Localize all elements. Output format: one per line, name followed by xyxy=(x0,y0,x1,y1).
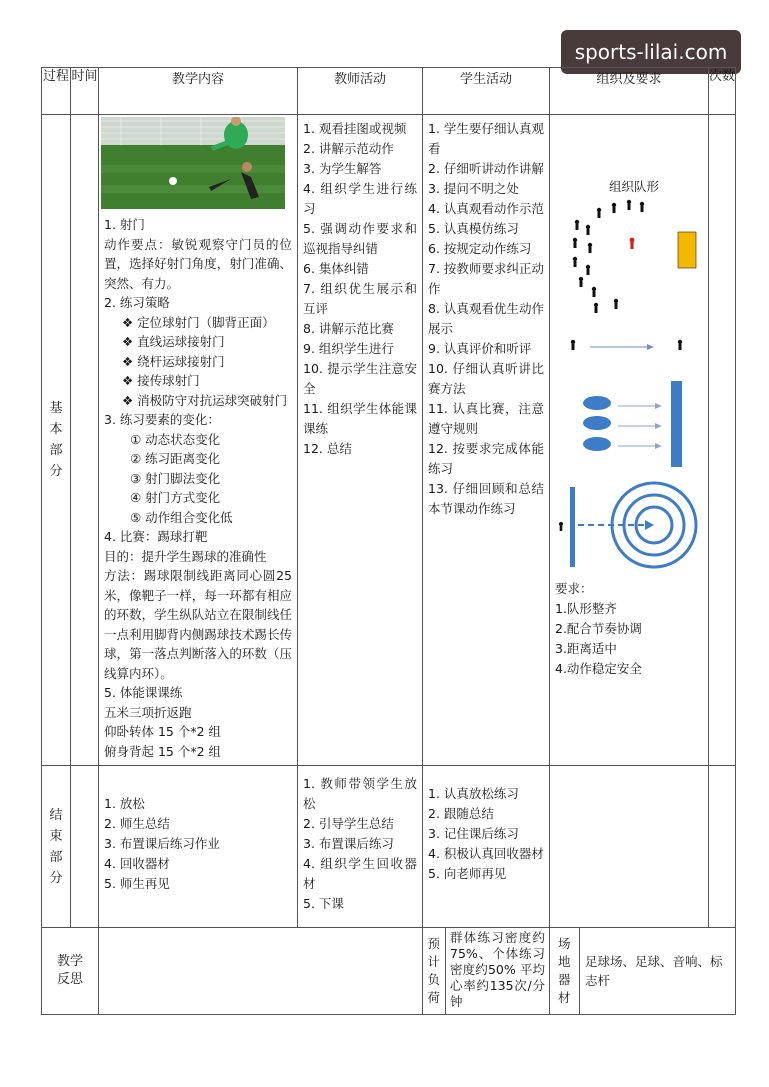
basic-label-cell xyxy=(42,115,71,766)
header-student: 学生活动 xyxy=(423,68,550,115)
content-item: 仰卧转体 15 个*2 组 xyxy=(104,724,222,739)
student-item: 2. 仔细听讲动作讲解 xyxy=(428,161,544,176)
end-student-item: 1. 认真放松练习 xyxy=(428,786,519,801)
basic-teacher-cell xyxy=(298,115,423,766)
end-time-cell xyxy=(71,766,99,928)
student-item: 12. 按要求完成体能练习 xyxy=(428,441,544,476)
header-process: 过程 xyxy=(42,68,71,115)
basic-student-cell xyxy=(423,115,550,766)
basic-teacher-list xyxy=(298,115,422,463)
student-item: 10. 仔细认真听讲比赛方法 xyxy=(428,361,544,396)
content-item: 五米三项折返跑 xyxy=(104,704,192,720)
end-content-item: 1. 放松 xyxy=(104,796,145,811)
basic-count-cell xyxy=(709,115,736,766)
student-item: 4. 认真观看动作示范 xyxy=(428,201,544,216)
content-item: 方法：踢球限制线距离同心圆25米，像靶子一样，每一环都有相应的环数，学生纵队站立在限制线任一点利用脚背内侧踢球技术踢长传球，第一落点判断落入的环数（压线算内环）。 xyxy=(104,568,292,681)
end-content-item: 5. 师生再见 xyxy=(104,876,170,891)
basic-content-list xyxy=(99,215,297,765)
content-item: 2. 练习策略 xyxy=(104,295,170,310)
reflection-label-cell xyxy=(42,928,99,1015)
end-label-cell xyxy=(42,766,71,928)
content-item: ❖ 直线运球接射门 xyxy=(122,334,225,349)
content-item: ② 练习距离变化 xyxy=(130,451,221,466)
header-count: 次数 xyxy=(709,68,736,115)
content-item: 俯身背起 15 个*2 组 xyxy=(104,743,222,759)
requirements-block xyxy=(555,579,642,679)
footer-row xyxy=(42,928,736,1015)
reflection-content-cell xyxy=(99,928,423,1015)
content-item: ❖ 绕杆运球接射门 xyxy=(122,353,225,369)
basic-label: 基本部分 xyxy=(49,401,63,479)
teacher-item: 3. 为学生解答 xyxy=(303,161,382,176)
equipment-cell xyxy=(550,928,736,1015)
student-item: 13. 仔细回顾和总结本节课动作练习 xyxy=(428,481,544,516)
teacher-item: 1. 观看挂图或视频 xyxy=(303,121,407,136)
formation-title: 组织队形 xyxy=(609,179,660,194)
teacher-item: 8. 讲解示范比赛 xyxy=(303,321,394,336)
content-item: ❖ 接传球射门 xyxy=(122,373,200,388)
student-item: 9. 认真评价和听评 xyxy=(428,341,532,356)
basic-org-cell xyxy=(550,115,709,766)
header-org: 组织及要求 xyxy=(550,68,709,115)
load-label xyxy=(423,928,446,1014)
basic-row xyxy=(42,115,736,766)
end-teacher-item: 5. 下课 xyxy=(303,896,344,911)
end-student-item: 2. 跟随总结 xyxy=(428,806,494,821)
content-item: ❖ 定位球射门（脚背正面） xyxy=(122,314,275,330)
teacher-item: 12. 总结 xyxy=(303,441,352,456)
equipment-label xyxy=(550,928,580,1014)
shooting-targets xyxy=(583,381,682,467)
dribble-line xyxy=(571,340,682,350)
formation-svg xyxy=(550,115,709,595)
header-content: 教学内容 xyxy=(99,68,298,115)
teacher-item: 2. 讲解示范动作 xyxy=(303,141,394,156)
requirement-item: 2.配合节奏协调 xyxy=(555,621,642,636)
end-content-item: 2. 师生总结 xyxy=(104,816,170,831)
load-label-text: 预计负荷 xyxy=(427,936,441,1005)
load-text: 群体练习密度约75%、个体练习密度约50% 平均心率约135次/分钟 xyxy=(450,930,545,1009)
soccer-shot-photo xyxy=(101,117,285,209)
equipment-label-text: 场地器材 xyxy=(558,936,571,1005)
end-student-item: 4. 积极认真回收器材 xyxy=(428,846,544,861)
teacher-item: 10. 提示学生注意安全 xyxy=(303,361,417,396)
student-item: 8. 认真观看优生动作展示 xyxy=(428,301,544,336)
goal-cone xyxy=(678,232,696,268)
end-teacher-item: 1. 教师带领学生放松 xyxy=(303,776,417,811)
reflection-label: 教学反思 xyxy=(56,954,83,987)
content-item: ③ 射门脚法变化 xyxy=(130,470,221,486)
content-item: 3. 练习要素的变化： xyxy=(104,412,220,427)
teacher-item: 9. 组织学生进行 xyxy=(303,341,394,356)
content-item: ⑤ 动作组合变化低 xyxy=(130,509,233,525)
equipment-text: 足球场、足球、音响、标志杆 xyxy=(585,954,723,988)
content-item: 1. 射门 xyxy=(104,217,145,232)
content-item: 5. 体能课课练 xyxy=(104,685,183,700)
end-content-item: 4. 回收器材 xyxy=(104,856,170,871)
watermark-badge: sports-lilai.com xyxy=(561,30,741,74)
end-student-list xyxy=(423,766,549,888)
end-count-cell xyxy=(709,766,736,928)
end-student-item: 5. 向老师再见 xyxy=(428,866,507,881)
student-item: 7. 按教师要求纠正动作 xyxy=(428,261,544,296)
content-item: 目的：提升学生踢球的准确性 xyxy=(104,548,267,564)
student-item: 5. 认真模仿练习 xyxy=(428,221,519,236)
teacher-item: 5. 强调动作要求和巡视指导纠错 xyxy=(303,221,417,256)
requirements-title: 要求： xyxy=(555,581,593,596)
student-item: 3. 提问不明之处 xyxy=(428,181,519,196)
end-content-item: 3. 布置课后练习作业 xyxy=(104,836,220,851)
content-item: ❖ 消极防守对抗运球突破射门 xyxy=(122,392,288,408)
requirement-item: 3.距离适中 xyxy=(555,641,617,656)
end-teacher-item: 2. 引导学生总结 xyxy=(303,816,394,831)
formation-diagram xyxy=(550,115,708,740)
content-item: ④ 射门方式变化 xyxy=(130,490,221,505)
requirement-item: 4.动作稳定安全 xyxy=(555,661,642,676)
end-content-cell xyxy=(99,766,298,928)
content-item: ① 动态状态变化 xyxy=(130,431,221,447)
student-item: 6. 按规定动作练习 xyxy=(428,241,532,256)
end-row xyxy=(42,766,736,928)
basic-time-cell xyxy=(71,115,99,766)
end-org-cell xyxy=(550,766,709,928)
student-item: 11. 认真比赛，注意遵守规则 xyxy=(428,401,544,436)
header-teacher: 教师活动 xyxy=(298,68,423,115)
teacher-item: 4. 组织学生进行练习 xyxy=(303,181,417,216)
header-row xyxy=(42,68,736,115)
content-item: 动作要点：敏锐观察守门员的位置，选择好射门角度，射门准确、突然、有力。 xyxy=(104,236,292,291)
end-student-cell xyxy=(423,766,550,928)
content-item: 4. 比赛：踢球打靶 xyxy=(104,529,208,544)
end-teacher-cell xyxy=(298,766,423,928)
end-teacher-item: 4. 组织学生回收器材 xyxy=(303,856,417,891)
student-item: 1. 学生要仔细认真观看 xyxy=(428,121,544,156)
end-student-item: 3. 记住课后练习 xyxy=(428,826,519,841)
basic-student-list xyxy=(423,115,549,523)
teacher-marker xyxy=(630,238,635,249)
concentric-target xyxy=(559,483,696,567)
load-cell xyxy=(423,928,550,1015)
end-content-list xyxy=(99,766,297,898)
basic-content-cell xyxy=(99,115,298,766)
end-label: 结束部分 xyxy=(49,807,63,886)
lesson-plan-table xyxy=(41,67,736,1015)
student-markers xyxy=(573,200,644,313)
teacher-item: 6. 集体纠错 xyxy=(303,261,369,276)
requirement-item: 1.队形整齐 xyxy=(555,601,617,616)
teacher-item: 7. 组织优生展示和互评 xyxy=(303,281,417,316)
header-time: 时间 xyxy=(71,68,99,115)
end-teacher-item: 3. 布置课后练习 xyxy=(303,836,394,851)
teacher-item: 11. 组织学生体能课课练 xyxy=(303,401,417,436)
end-teacher-list xyxy=(298,766,422,918)
